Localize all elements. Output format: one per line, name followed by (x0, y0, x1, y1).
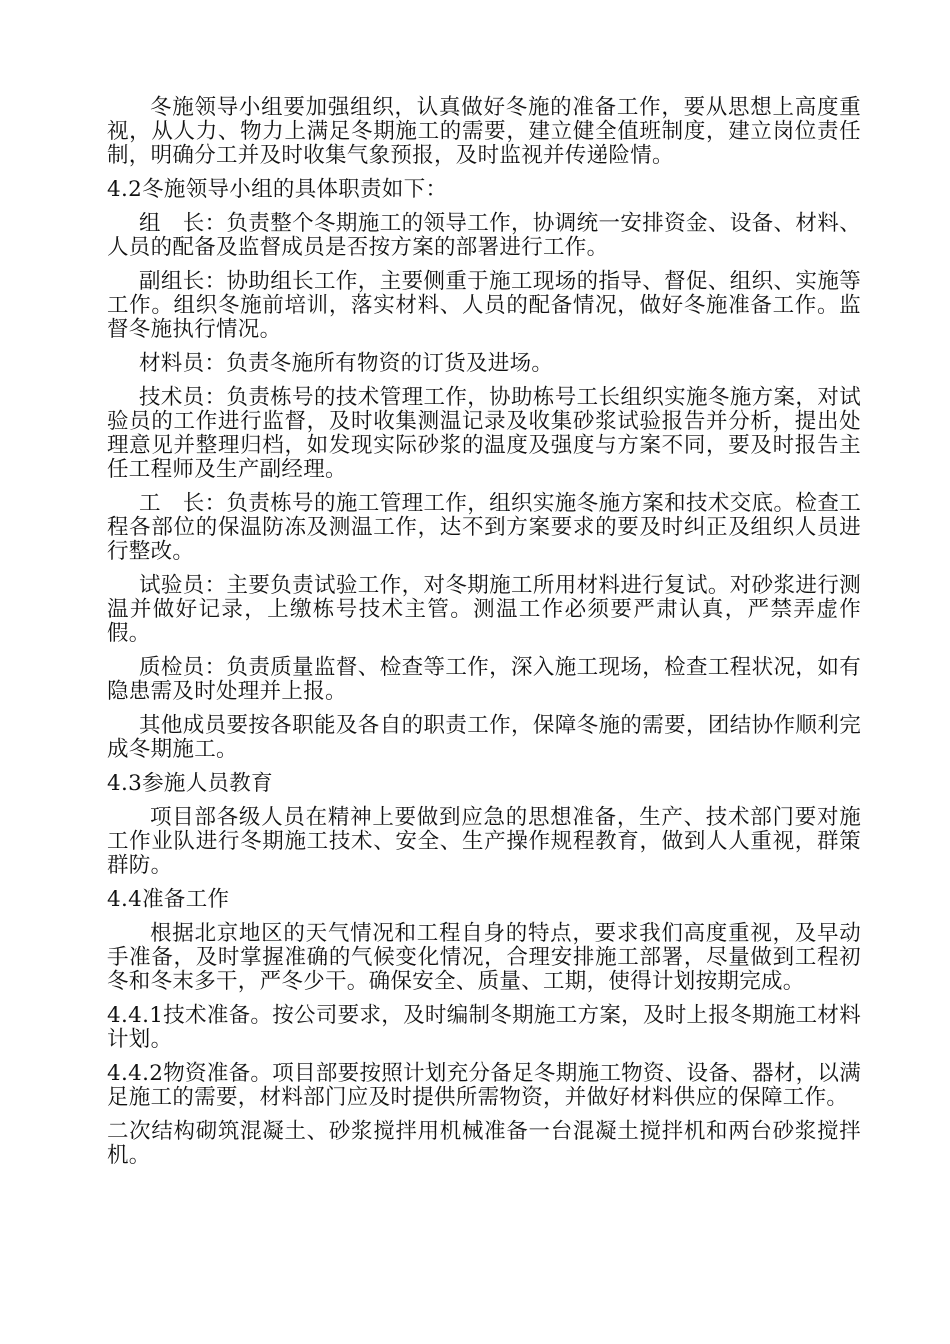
paragraph-quality-inspector: 质检员：负责质量监督、检查等工作，深入施工现场，检查工程状况，如有隐患需及时处理并上报。 (107, 655, 861, 704)
paragraph-technical-preparation: 4.4.1技术准备。按公司要求，及时编制冬期施工方案，及时上报冬期施工材料计划。 (107, 1003, 861, 1052)
paragraph-education: 项目部各级人员在精神上要做到应急的思想准备，生产、技术部门要对施工作业队进行冬期施工技术、安全、生产操作规程教育，做到人人重视，群策群防。 (107, 805, 861, 878)
section-heading-4-2: 4.2冬施领导小组的具体职责如下： (107, 177, 448, 202)
paragraph-material-preparation: 4.4.2物资准备。项目部要按照计划充分备足冬期施工物资、设备、器材，以满足施工的需要，材料部门应及时提供所需物资，并做好材料供应的保障工作。 (107, 1061, 861, 1110)
paragraph-material-officer: 材料员：负责冬施所有物资的订货及进场。 (139, 351, 554, 376)
paragraph-deputy-leader: 副组长：协助组长工作，主要侧重于施工现场的指导、督促、组织、实施等工作。组织冬施前培训，落实材料、人员的配备情况，做好冬施准备工作。监督冬施执行情况。 (107, 269, 861, 342)
paragraph-intro: 冬施领导小组要加强组织，认真做好冬施的准备工作，要从思想上高度重视，从人力、物力上满足冬期施工的需要，建立健全值班制度，建立岗位责任制，明确分工并及时收集气象预报，及时监视并传递险情。 (107, 95, 861, 168)
paragraph-technician: 技术员：负责栋号的技术管理工作，协助栋号工长组织实施冬施方案，对试验员的工作进行监督，及时收集测温记录及收集砂浆试验报告并分析，提出处理意见并整理归档，如发现实际砂浆的温度及强度与方案不同，要及时报告主任工程师及生产副经理。 (107, 385, 861, 482)
paragraph-foreman: 工 长：负责栋号的施工管理工作，组织实施冬施方案和技术交底。检查工程各部位的保温防冻及测温工作，达不到方案要求的要及时纠正及组织人员进行整改。 (107, 491, 861, 564)
section-heading-4-3: 4.3参施人员教育 (107, 771, 273, 796)
paragraph-leader: 组 长：负责整个冬期施工的领导工作，协调统一安排资金、设备、材料、人员的配备及监督成员是否按方案的部署进行工作。 (107, 211, 861, 260)
paragraph-other-members: 其他成员要按各职能及各自的职责工作，保障冬施的需要，团结协作顺利完成冬期施工。 (107, 713, 861, 762)
paragraph-preparation: 根据北京地区的天气情况和工程自身的特点，要求我们高度重视，及早动手准备，及时掌握准确的气候变化情况，合理安排施工部署，尽量做到工程初冬和冬末多干，严冬少干。确保安全、质量、工期，使得计划按期完成。 (107, 921, 861, 994)
paragraph-machinery: 二次结构砌筑混凝土、砂浆搅拌用机械准备一台混凝土搅拌机和两台砂浆搅拌机。 (107, 1119, 861, 1168)
document-body (107, 96, 861, 1178)
section-heading-4-4: 4.4准备工作 (107, 887, 230, 912)
paragraph-tester: 试验员：主要负责试验工作，对冬期施工所用材料进行复试。对砂浆进行测温并做好记录，上缴栋号技术主管。测温工作必须要严肃认真，严禁弄虚作假。 (107, 573, 861, 646)
